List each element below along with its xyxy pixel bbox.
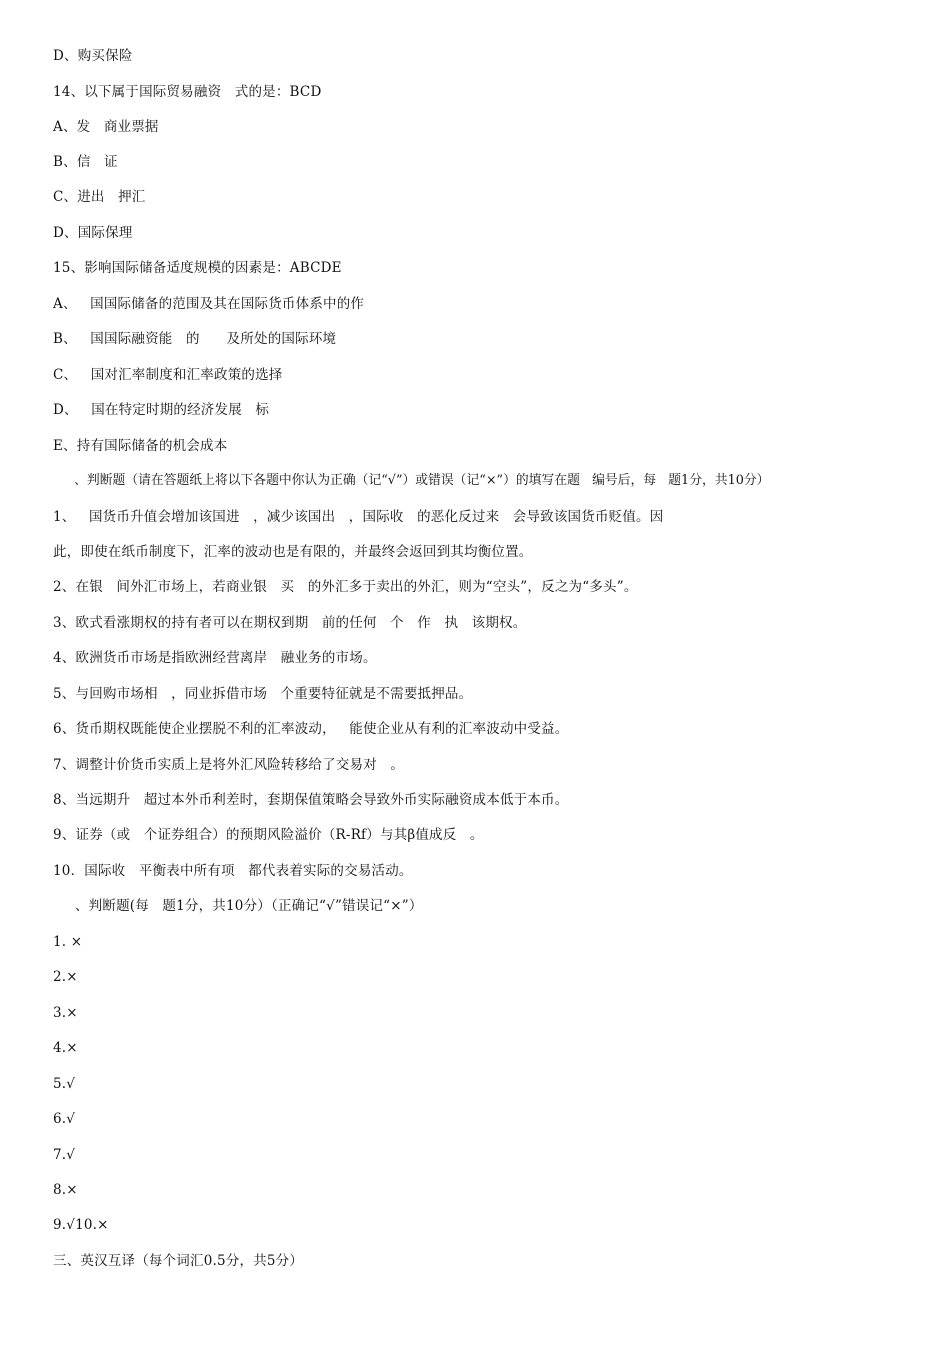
section-heading-translation: 三、英汉互译（每个词汇0.5分，共5分） bbox=[53, 1253, 304, 1269]
statement-8: 8、当远期升 超过本外币利差时，套期保值策略会导致外币实际融资成本低于本币。 bbox=[53, 792, 569, 808]
section-heading-true-false: 、判断题（请在答题纸上将以下各题中你认为正确（记“√”）或错误（记“×”）的填写在题 编号后，每 题1分，共10分） bbox=[66, 473, 770, 488]
option-c: C、 国对汇率制度和汇率政策的选择 bbox=[53, 367, 283, 383]
option-b: B、 国国际融资能 的 及所处的国际环境 bbox=[53, 331, 337, 347]
statement-10: 10．国际收 平衡表中所有项 都代表着实际的交易活动。 bbox=[53, 863, 413, 879]
answer-5: 5.√ bbox=[53, 1076, 76, 1092]
statement-2: 2、在银 间外汇市场上，若商业银 买 的外汇多于卖出的外汇，则为“空头”，反之为“多头”。 bbox=[53, 579, 638, 595]
question-15: 15、影响国际储备适度规模的因素是：ABCDE bbox=[53, 260, 342, 276]
statement-3: 3、欧式看涨期权的持有者可以在期权到期 前的任何 个 作 执 该期权。 bbox=[53, 615, 527, 631]
answer-3: 3.× bbox=[53, 1005, 78, 1021]
option-a: A、 国国际储备的范围及其在国际货币体系中的作 bbox=[53, 296, 365, 312]
answer-6: 6.√ bbox=[53, 1111, 76, 1127]
statement-7: 7、调整计价货币实质上是将外汇风险转移给了交易对 。 bbox=[53, 757, 405, 773]
statement-5: 5、与回购市场相 ，同业拆借市场 个重要特征就是不需要抵押品。 bbox=[53, 686, 473, 702]
text-line: D、购买保险 bbox=[53, 48, 133, 64]
answer-8: 8.× bbox=[53, 1182, 78, 1198]
statement-1: 1、 国货币升值会增加该国进 ，减少该国出 ，国际收 的恶化反过来 会导致该国货币贬值。因 bbox=[53, 509, 664, 525]
statement-1-continued: 此，即使在纸币制度下，汇率的波动也是有限的，并最终会返回到其均衡位置。 bbox=[53, 544, 533, 560]
option-d: D、 国在特定时期的经济发展 标 bbox=[53, 402, 270, 418]
statement-6: 6、货币期权既能使企业摆脱不利的汇率波动， 能使企业从有利的汇率波动中受益。 bbox=[53, 721, 569, 737]
option-d: D、国际保理 bbox=[53, 225, 133, 241]
answer-2: 2.× bbox=[53, 969, 78, 985]
question-14: 14、以下属于国际贸易融资 式的是：BCD bbox=[53, 84, 322, 100]
statement-4: 4、欧洲货币市场是指欧洲经营离岸 融业务的市场。 bbox=[53, 650, 377, 666]
answer-7: 7.√ bbox=[53, 1147, 76, 1163]
option-e: E、持有国际储备的机会成本 bbox=[53, 438, 228, 454]
answer-4: 4.× bbox=[53, 1040, 78, 1056]
option-b: B、信 证 bbox=[53, 154, 118, 170]
option-a: A、发 商业票据 bbox=[53, 119, 159, 135]
section-heading-answers: 、判断题(每 题1分，共10分）（正确记“√”错误记“×”） bbox=[66, 898, 423, 914]
option-c: C、进出 押汇 bbox=[53, 189, 146, 205]
statement-9: 9、证券（或 个证券组合）的预期风险溢价（R-Rf）与其β值成反 。 bbox=[53, 827, 484, 843]
answer-1: 1. × bbox=[53, 934, 83, 950]
answer-9-10: 9.√10.× bbox=[53, 1217, 109, 1233]
